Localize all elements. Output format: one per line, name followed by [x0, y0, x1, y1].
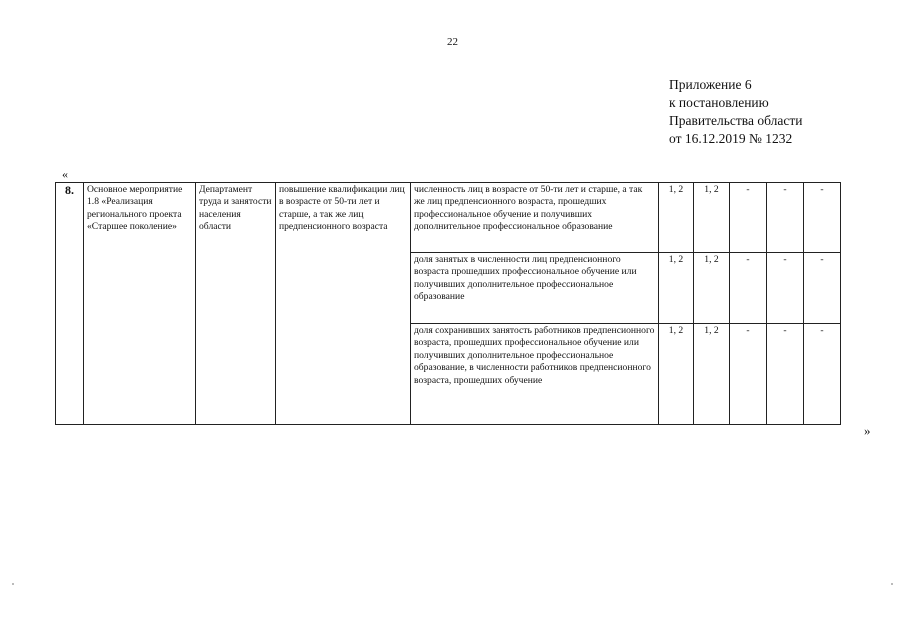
appendix-date-number: от 16.12.2019 № 1232 [669, 131, 793, 146]
indicator-value: 1, 2 [659, 253, 694, 324]
executor-cell: Департамент труда и занятости населения области [196, 183, 276, 425]
indicator-value: 1, 2 [694, 324, 730, 425]
indicator-value: - [767, 253, 804, 324]
result-cell: повышение квалификации лиц в возрасте от 50-ти лет и старше, а так же лиц предпенсионного возраста [276, 183, 411, 425]
opening-quote: « [62, 167, 68, 181]
page-number: 22 [447, 36, 458, 48]
measures-table [55, 182, 841, 425]
appendix-header [669, 76, 802, 148]
indicator-value: - [804, 253, 841, 324]
row-number: 8. [56, 183, 84, 425]
table-row [56, 183, 841, 253]
appendix-title: Приложение 6 [669, 77, 752, 92]
indicator-name: доля занятых в численности лиц предпенсионного возраста прошедших профессиональное обучение или получивших дополнительное профессиональное образование [411, 253, 659, 324]
indicator-value: - [730, 253, 767, 324]
indicator-name: доля сохранивших занятость работников предпенсионного возраста, прошедших профессиональное обучение или получивших дополнительное профессиональное образование, в численности работников предпенсионного возраста, прошедших обучение [411, 324, 659, 425]
closing-quote: » [864, 423, 871, 438]
indicator-value: - [730, 183, 767, 253]
scan-artifact [891, 583, 893, 585]
indicator-value: 1, 2 [694, 183, 730, 253]
indicator-value: 1, 2 [694, 253, 730, 324]
indicator-value: - [767, 324, 804, 425]
indicator-value: - [804, 324, 841, 425]
appendix-resolution: к постановлению [669, 95, 769, 110]
indicator-name: численность лиц в возрасте от 50-ти лет и старше, а так же лиц предпенсионного возраста, прошедших профессиональное обучение и получивших дополнительное профессиональное образование [411, 183, 659, 253]
indicator-value: 1, 2 [659, 324, 694, 425]
indicator-value: - [730, 324, 767, 425]
indicator-value: - [767, 183, 804, 253]
indicator-value: 1, 2 [659, 183, 694, 253]
appendix-government: Правительства области [669, 113, 803, 128]
scan-artifact [12, 583, 14, 585]
activity-cell: Основное мероприятие 1.8 «Реализация регионального проекта «Старшее поколение» [84, 183, 196, 425]
indicator-value: - [804, 183, 841, 253]
